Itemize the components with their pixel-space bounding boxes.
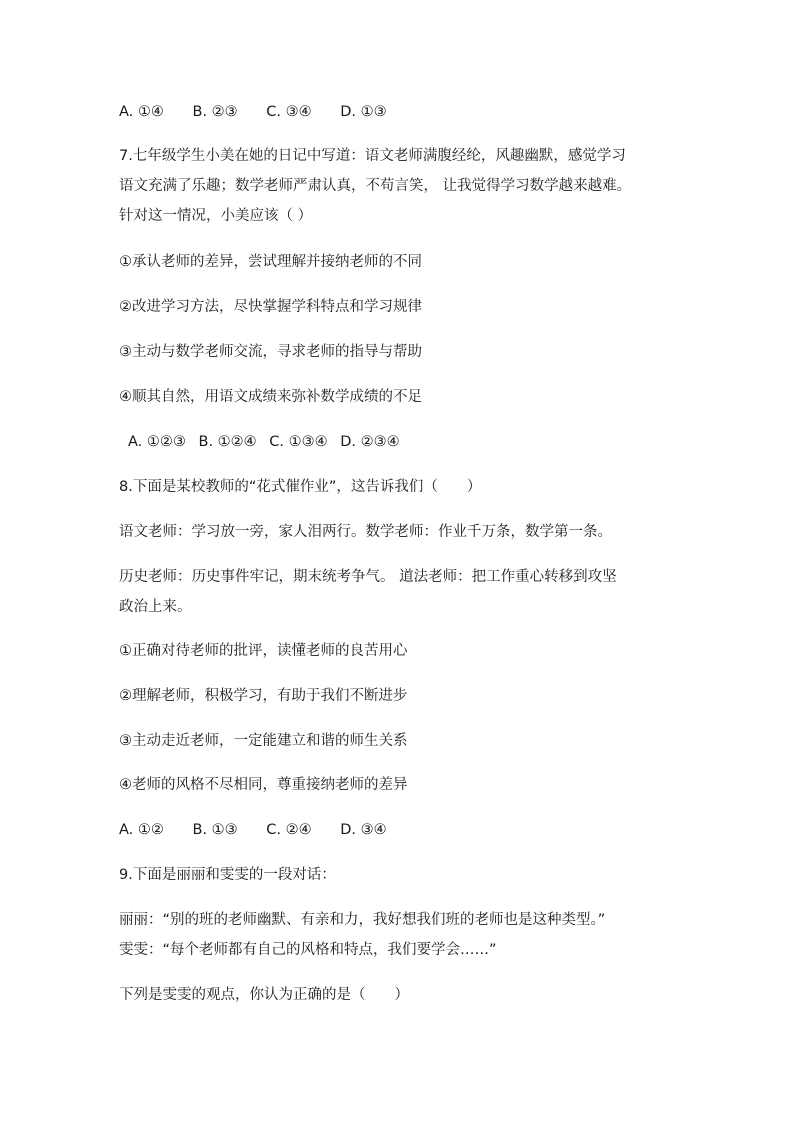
q7-item-3: ③主动与数学老师交流，寻求老师的指导与帮助 bbox=[119, 344, 422, 360]
q7-option-a: A. ①②③ bbox=[128, 434, 186, 450]
q8-context-line-1: 语文老师：学习放一旁，家人泪两行。数学老师：作业千万条，数学第一条。 bbox=[119, 524, 612, 540]
q9-stem: 9.下面是丽丽和雯雯的一段对话： bbox=[119, 867, 336, 883]
q7-options bbox=[128, 432, 688, 452]
q8-option-c: C. ②④ bbox=[266, 822, 312, 838]
q7-option-b: B. ①②④ bbox=[198, 434, 257, 450]
q9-dialogue-2: 雯雯：“每个老师都有自己的风格和特点，我们要学会……” bbox=[119, 942, 497, 958]
q8-option-b: B. ①③ bbox=[192, 822, 238, 838]
q7-stem-line-3: 针对这一情况，小美应该（ ） bbox=[119, 208, 313, 224]
q9-dialogue-1: 丽丽：“别的班的老师幽默、有亲和力，我好想我们班的老师也是这种类型。” bbox=[119, 912, 606, 928]
q8-context-line-3: 政治上来。 bbox=[119, 599, 192, 615]
q8-item-4: ④老师的风格不尽相同，尊重接纳老师的差异 bbox=[119, 777, 408, 793]
q8-item-1: ①正确对待老师的批评，读懂老师的良苦用心 bbox=[119, 643, 408, 659]
q8-item-3: ③主动走近老师，一定能建立和谐的师生关系 bbox=[119, 733, 408, 749]
q8-context-line-2: 历史老师：历史事件牢记，期末统考争气。 道法老师：把工作重心转移到攻坚 bbox=[119, 569, 617, 585]
q8-option-a: A. ①② bbox=[119, 822, 164, 838]
q6-option-b: B. ②③ bbox=[192, 104, 238, 120]
q8-item-2: ②理解老师，积极学习，有助于我们不断进步 bbox=[119, 688, 408, 704]
q7-option-c: C. ①③④ bbox=[269, 434, 328, 450]
q6-option-a: A. ①④ bbox=[119, 104, 164, 120]
q7-item-2: ②改进学习方法，尽快掌握学科特点和学习规律 bbox=[119, 299, 422, 315]
q7-stem-line-1: 7.七年级学生小美在她的日记中写道：语文老师满腹经纶，风趣幽默，感觉学习 bbox=[119, 148, 626, 164]
q6-options bbox=[119, 102, 679, 122]
q6-option-c: C. ③④ bbox=[266, 104, 312, 120]
q8-stem: 8.下面是某校教师的“花式催作业”，这告诉我们（ ） bbox=[119, 479, 482, 495]
q7-option-d: D. ②③④ bbox=[340, 434, 400, 450]
q6-option-d: D. ①③ bbox=[340, 104, 387, 120]
q8-option-d: D. ③④ bbox=[340, 822, 387, 838]
q7-item-1: ①承认老师的差异，尝试理解并接纳老师的不同 bbox=[119, 254, 422, 270]
q7-item-4: ④顺其自然，用语文成绩来弥补数学成绩的不足 bbox=[119, 389, 422, 405]
q7-stem-line-2: 语文充满了乐趣；数学老师严肃认真，不苟言笑， 让我觉得学习数学越来越难。 bbox=[119, 178, 632, 194]
q8-options bbox=[119, 820, 679, 840]
q9-question: 下列是雯雯的观点，你认为正确的是（ ） bbox=[119, 987, 409, 1003]
